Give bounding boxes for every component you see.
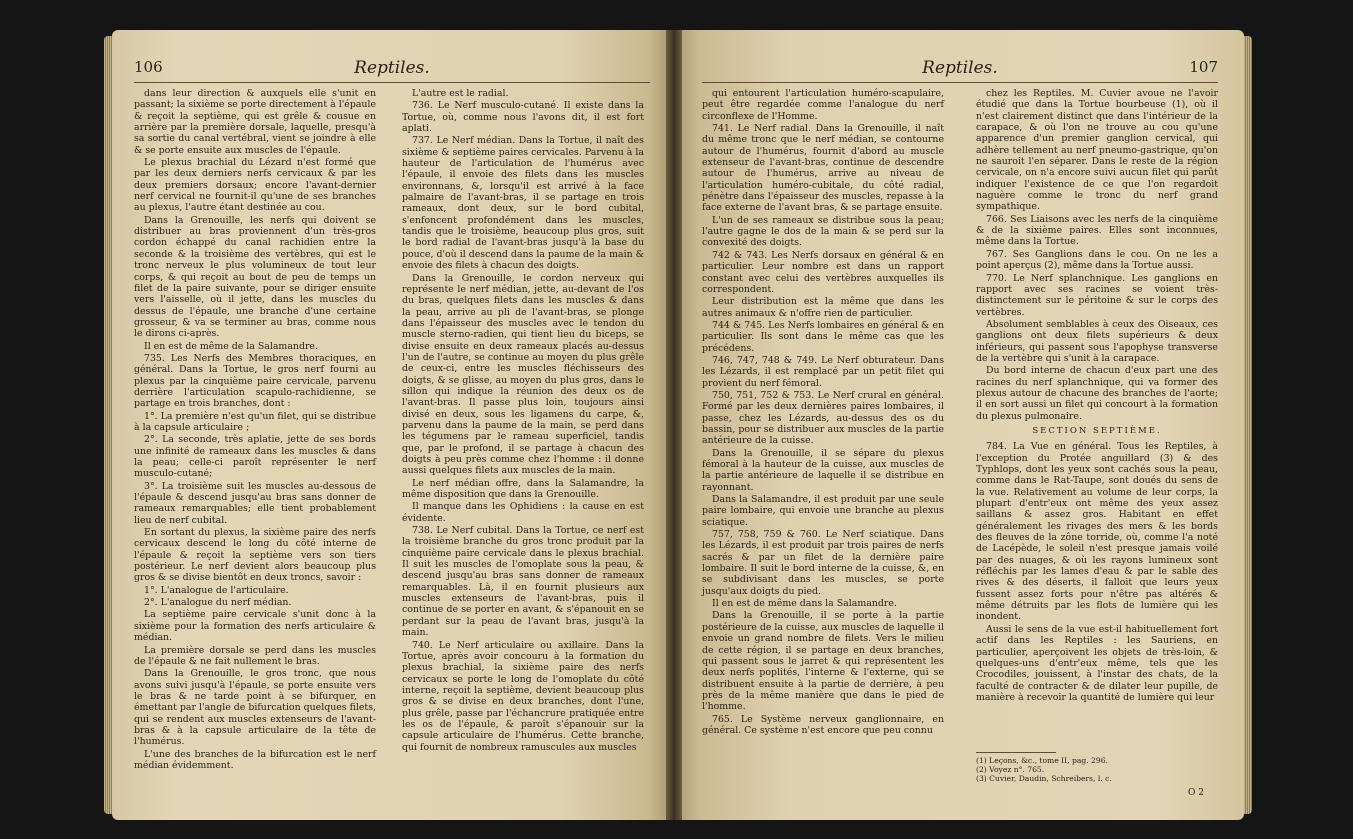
section-heading: SECTION SEPTIÈME. [1032, 425, 1162, 436]
paragraph: 1°. L'analogue de l'articulaire. [144, 584, 289, 596]
paragraph: 741. Le Nerf radial. Dans la Grenouille, il naît du même tronc que le nerf médian, se contourne autour de l'humérus, fournit d'abord au muscle extenseur de l'avant-bras, continue de descendre autour de l'humérus, arrive au niveau de l'articulation huméro-cubitale, du côté radial, pénètre dans l'épaisseur des muscles, repasse à la face externe de l'avant bras, & se partage ensuite. [702, 123, 944, 214]
paragraph: Il manque dans les Ophidiens : la cause en est évidente. [402, 501, 644, 524]
paragraph: Dans la Grenouille, il se porte à la partie postérieure de la cuisse, aux muscles de laquelle il envoie un grand nombre de filets. Vers le milieu de cette région, il se partage en deux branches, qui passent sous le jarret & qui représentent les deux nerfs poplités, l'interne & l'externe, qui se distribuent ensuite à la partie de derrière, à peu près de la même manière que dans le pied de l'homme. [702, 610, 944, 713]
header-rule [702, 82, 1218, 83]
right-column-1 [702, 88, 944, 737]
paragraph: Il en est de même de la Salamandre. [144, 340, 318, 352]
footnote-rule [976, 752, 1056, 753]
book-gutter [666, 30, 682, 820]
footnotes [976, 756, 1218, 784]
paragraph: L'une des branches de la bifurcation est le nerf médian évidemment. [134, 748, 376, 771]
right-column-2 [976, 88, 1218, 704]
paragraph: 742 & 743. Les Nerfs dorsaux en général & en particulier. Leur nombre est dans un rapport constant avec celui des vertèbres auxquelles ils correspondent. [702, 249, 944, 295]
paragraph: 3°. La troisième suit les muscles au-dessous de l'épaule & descend jusqu'au bras sans donner de rameaux remarquables; elle tient probablement lieu de nerf cubital. [134, 480, 376, 526]
paragraph: L'un de ses rameaux se distribue sous la peau; l'autre gagne le dos de la main & se perd sur la convexité des doigts. [702, 214, 944, 249]
paragraph: 740. Le Nerf articulaire ou axillaire. Dans la Tortue, après avoir concouru à la formation du plexus brachial, la sixième paire des nerfs cervicaux se porte le long de l'omoplate du côté interne, reçoit la septième, devient beaucoup plus gros & se divise en deux branches, dont l'une, plus grêle, passe par l'échancrure pratiquée entre les os de l'épaule, & paroît s'épanouir sur la capsule articulaire de l'humérus. Cette branche, qui fournit de nombreux ramuscules aux muscles [402, 639, 644, 753]
paragraph: Le plexus brachial du Lézard n'est formé que par les deux derniers nerfs cervicaux & par les deux premiers dorsaux; encore l'avant-dernier nerf cervical ne fournit-il qu'une de ses branches au plexus, l'autre étant destinée au cou. [134, 157, 376, 214]
footnote: (1) Leçons, &c., tome II, pag. 296. [976, 756, 1108, 765]
left-column-2 [402, 88, 644, 754]
paragraph: qui entourent l'articulation huméro-scapulaire, peut être regardée comme l'analogue du nerf circonflexe de l'Homme. [702, 88, 944, 122]
paragraph: Dans la Grenouille, il se sépare du plexus fémoral à la hauteur de la cuisse, aux muscles de la partie antérieure de laquelle il se distribue en rayonnant. [702, 447, 944, 493]
paragraph: 1°. La première n'est qu'un filet, qui se distribue à la capsule articulaire ; [134, 410, 376, 433]
paragraph: 750, 751, 752 & 753. Le Nerf crural en général. Formé par les deux dernières paires lombaires, il passe, chez les Lézards, au-dessus des os du bassin, pour se distribuer aux muscles de la partie antérieure de la cuisse. [702, 389, 944, 447]
paragraph: La septième paire cervicale s'unit donc à la sixième pour la formation des nerfs articulaire & médian. [134, 609, 376, 644]
left-column-1 [134, 88, 376, 772]
paragraph: 736. Le Nerf musculo-cutané. Il existe dans la Tortue, où, comme nous l'avons dit, il est fort aplati. [402, 100, 644, 135]
right-running-head [676, 58, 1244, 82]
running-title: Reptiles. [354, 58, 430, 78]
paragraph: Dans la Grenouille, le cordon nerveux qui représente le nerf médian, jette, au-devant de l'os du bras, quelques filets dans les muscles & dans la peau, arrive au pli de l'avant-bras, se plonge dans l'épaisseur des muscles avec le tendon du muscle sterno-radien, qui tient lieu du biceps, se divise ensuite en deux rameaux placés au-dessus l'un de l'autre, se continue au moyen du plus grêle de ceux-ci, entre les muscles fléchisseurs des doigts, & se glisse, au moyen du plus gros, dans le sillon qui indique la réunion des deux os de l'avant-bras. Il passe plus loin, toujours ainsi divisé en deux, sous les ligamens du carpe, &, parvenu dans la paume de la main, se perd dans les tégumens par le rameau superficiel, tandis que, par le profond, il se partage à chacun des doigts à peu près comme chez l'homme : il donne aussi quelques filets aux muscles de la main. [402, 272, 644, 477]
paragraph: 737. Le Nerf médian. Dans la Tortue, il naît des sixième & septième paires cervicales. Parvenu à la hauteur de l'articulation de l'humérus avec l'épaule, il envoie des filets dans les muscles environnans, &, lorsqu'il est arrivé à la face palmaire de l'avant-bras, il se partage en trois rameaux, dont deux, sur le bord cubital, s'enfoncent profondément dans les muscles, tandis que le troisième, beaucoup plus gros, suit le bord radial de l'avant-bras jusqu'à la base du pouce, d'où il descend dans la paume de la main & envoie des filets à chacun des doigts. [402, 135, 644, 272]
paragraph: 766. Ses Liaisons avec les nerfs de la cinquième & de la sixième paires. Elles sont inconnues, même dans la Tortue. [976, 213, 1218, 248]
footnote: (3) Cuvier, Daudin, Schreibers, l. c. [976, 774, 1112, 784]
header-rule [134, 82, 650, 83]
right-page [676, 30, 1244, 820]
paragraph: Leur distribution est la même que dans les autres animaux & n'offre rien de particulier. [702, 296, 944, 319]
paragraph: dans leur direction & auxquels elle s'unit en passant; la sixième se porte directement à l'épaule & reçoit la septième, qui est grêle & cousue en arrière par la première dorsale, laquelle, presqu'à sa sortie du canal vertébral, vient se joindre à elle & se porte ensuite aux muscles de l'épaule. [134, 88, 376, 156]
paragraph: 784. La Vue en général. Tous les Reptiles, à l'exception du Protée anguillard (3) & des Typhlops, dont les yeux sont cachés sous la peau, comme dans le Rat-Taupe, sont doués du sens de la vue. Relativement au volume de leur corps, la plupart d'entr'eux ont même des yeux assez saillans & assez gros. Habitant en effet généralement les rivages des mers & les bords des fleuves de la zône torride, où, comme l'a noté de Lacépède, le soleil n'est presque jamais voilé par des nuages, & où les rayons lumineux sont réfléchis par les lames d'eau & par le sable des rives & des déserts, il falloit que leurs yeux fussent assez forts pour n'être pas altérés & même détruits par les flots de lumière qui les inondent. [976, 441, 1218, 623]
paragraph: chez les Reptiles. M. Cuvier avoue ne l'avoir étudié que dans la Tortue bourbeuse (1), où il n'est clairement distinct que dans l'intérieur de la carapace, & où l'on ne trouve au cou qu'une apparence d'un premier ganglion cervical, qui adhère tellement au nerf pneumo-gastrique, qu'on ne sauroit l'en séparer. Dans le reste de la région cervicale, on n'a encore suivi aucun filet qui parût indiquer l'existence de ce que l'on regardoit naguère comme le tronc du nerf grand sympathique. [976, 88, 1218, 213]
signature-mark: O 2 [1188, 788, 1204, 798]
paragraph: 770. Le Nerf splanchnique. Les ganglions en rapport avec ses racines se voient très-distinctement sur le péritoine & sur le corps des vertèbres. [976, 272, 1218, 318]
paragraph: Il en est de même dans la Salamandre. [712, 598, 897, 610]
paragraph: Le nerf médian offre, dans la Salamandre, la même disposition que dans la Grenouille. [402, 477, 644, 501]
paragraph: 738. Le Nerf cubital. Dans la Tortue, ce nerf est la troisième branche du gros tronc produit par la cinquième paire cervicale dans le plexus brachial. Il suit les muscles de l'omoplate sous la peau, & descend jusqu'au bras sans donner de rameaux remarquables. Là, il en fournit plusieurs aux muscles extenseurs de l'avant-bras, puis il continue de se porter en avant, & s'épanouit en se perdant sur la peau de l'avant bras, jusqu'à la main. [402, 525, 644, 639]
footnote: (2) Voyez n°. 765. [976, 765, 1045, 775]
right-column-2-lower [976, 441, 1218, 703]
page-number: 107 [1189, 58, 1218, 76]
paragraph: Du bord interne de chacun d'eux part une des racines du nerf splanchnique, qui va former des plexus autour de chacune des branches de l'aorte; il en sort aussi un filet qui concourt à la formation du plexus pulmonaire. [976, 365, 1218, 422]
paragraph: Absolument semblables à ceux des Oiseaux, ces ganglions ont deux filets supérieurs & deux inférieurs, qui passent sous l'apophyse transverse de la vertèbre qui s'unit à la carapace. [976, 318, 1218, 364]
paragraph: La première dorsale se perd dans les muscles de l'épaule & ne fait nullement le bras. [134, 644, 376, 667]
paragraph: 744 & 745. Les Nerfs lombaires en général & en particulier. Ils sont dans le même cas que les précédens. [702, 319, 944, 354]
paragraph: 746, 747, 748 & 749. Le Nerf obturateur. Dans les Lézards, il est remplacé par un petit filet qui provient du nerf fémoral. [702, 354, 944, 389]
left-running-head [112, 58, 672, 82]
paragraph: 767. Ses Ganglions dans le cou. On ne les a point aperçus (2), même dans la Tortue aussi. [976, 248, 1218, 272]
page-number: 106 [134, 58, 163, 76]
paragraph: 2°. La seconde, très aplatie, jette de ses bords une infinité de rameaux dans les muscles & dans la peau; celle-ci paroît représenter le nerf musculo-cutané; [134, 434, 376, 480]
paragraph: Dans la Salamandre, il est produit par une seule paire lombaire, qui envoie une branche au plexus sciatique. [702, 494, 944, 528]
paragraph: En sortant du plexus, la sixième paire des nerfs cervicaux descend le long du côté interne de l'épaule & reçoit la septième vers son tiers postérieur. Le nerf devient alors beaucoup plus gros & se divise bientôt en deux troncs, savoir : [134, 527, 376, 584]
paragraph: 735. Les Nerfs des Membres thoraciques, en général. Dans la Tortue, le gros nerf fourni au plexus par la cinquième paire cervicale, parvenu derrière l'articulation scapulo-rachidienne, se partage en trois branches, dont : [134, 352, 376, 410]
left-page [112, 30, 672, 820]
paragraph: 2°. L'analogue du nerf médian. [144, 597, 292, 609]
right-column-2-upper [976, 88, 1218, 422]
paragraph: Dans la Grenouille, le gros tronc, que nous avons suivi jusqu'à l'épaule, se porte ensuite vers le bras & ne tarde point à se bifurquer, en émettant par l'angle de bifurcation quelques filets, qui se rendent aux muscles extenseurs de l'avant-bras & à la capsule articulaire de la tête de l'humérus. [134, 668, 376, 748]
paragraph: Dans la Grenouille, les nerfs qui doivent se distribuer au bras proviennent d'un très-gros cordon échappé du canal rachidien entre la seconde & la troisième des vertèbres, qui est le tronc nerveux le plus volumineux de tout leur corps, & qui reçoit au bout de peu de temps un filet de la paire suivante, pour se diriger ensuite vers l'aisselle, où il jette, dans les muscles du dessus de l'épaule, une branche d'une certaine grosseur, & va se terminer au bras, comme nous le dirons ci-après. [134, 214, 376, 340]
paragraph: 765. Le Système nerveux ganglionnaire, en général. Ce système n'est encore que peu connu [702, 713, 944, 736]
paragraph: L'autre est le radial. [412, 88, 509, 99]
paragraph: 757, 758, 759 & 760. Le Nerf sciatique. Dans les Lézards, il est produit par trois paires de nerfs sacrés & par un filet de la dernière paire lombaire. Il suit le bord interne de la cuisse, &, en se subdivisant dans les muscles, se porte jusqu'aux doigts du pied. [702, 529, 944, 597]
running-title: Reptiles. [922, 58, 998, 78]
paragraph: Aussi le sens de la vue est-il habituellement fort actif dans les Reptiles : les Sauriens, en particulier, aperçoivent les objets de très-loin, & quelques-uns d'entr'eux même, tels que les Crocodiles, jouissent, à l'instar des chats, de la faculté de contracter & de dilater leur pupille, de manière à recevoir la quantité de lumière qui leur [976, 623, 1218, 703]
